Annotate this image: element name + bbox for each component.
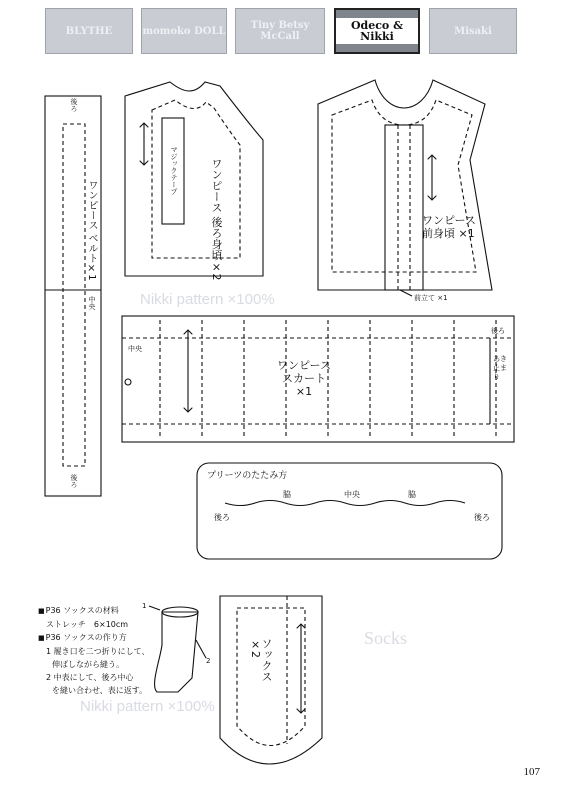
skirt-title: ワンピース スカート ×1 <box>276 359 331 398</box>
watermark-socks: Socks <box>364 628 408 648</box>
back-bodice-title: ワンピース 後ろ身頃×2 <box>210 158 223 281</box>
back-bodice-piece <box>125 82 263 276</box>
front-bodice-title: ワンピース 前身頃 ×1 <box>422 214 477 240</box>
watermark-upper: Nikki pattern ×100% <box>140 291 275 308</box>
tab-label: Misaki <box>454 25 492 37</box>
skirt-center-label: 中央 <box>128 345 142 353</box>
pleat-label-back-right: 後ろ <box>474 513 490 522</box>
sock-marker-1: 1 <box>142 602 147 610</box>
front-bodice-piece <box>318 80 492 290</box>
placket <box>385 125 423 290</box>
socks-instructions <box>38 604 149 697</box>
opening-stop-label: あき 止まり <box>493 355 507 381</box>
belt-bottom-label: 後ろ <box>70 474 78 488</box>
step-2-cont: を縫い合わせ、表に返す。 <box>52 686 148 695</box>
belt-inner <box>63 124 85 466</box>
tab-label: BLYTHE <box>65 25 113 37</box>
belt-title: ワンピース ベルト×1 <box>86 180 97 281</box>
socks-title: ソックス ×2 <box>249 638 273 682</box>
pleat-line <box>225 501 465 506</box>
pleat-label-side-right: 脇 <box>408 490 416 499</box>
tab-label: momoko DOLL <box>142 25 226 37</box>
sock-marker-2: 2 <box>206 657 211 665</box>
page-number: 107 <box>523 766 540 778</box>
materials-text: ストレッチ 6×10cm <box>46 620 129 629</box>
front-bodice-inner <box>332 100 476 272</box>
step-2: 2 中表にして、後ろ中心 <box>46 673 134 682</box>
pleat-title: プリーツのたたみ方 <box>207 471 288 481</box>
belt-center-label: 中央 <box>88 296 96 310</box>
materials-heading: ■ P36 ソックスの材料 <box>38 604 149 618</box>
watermark-lower: Nikki pattern ×100% <box>80 698 215 715</box>
placket-label: 前立て ×1 <box>414 294 448 302</box>
pleat-label-center: 中央 <box>344 490 360 499</box>
pleat-label-side-left: 脇 <box>283 490 291 499</box>
belt-top-label: 後ろ <box>70 98 78 112</box>
howto-heading: ■ P36 ソックスの作り方 <box>38 631 149 645</box>
step-1: 1 履き口を二つ折りにして、 <box>46 647 150 656</box>
step-1-cont: 伸ばしながら縫う。 <box>52 660 124 669</box>
skirt-back-label: 後ろ <box>491 327 505 335</box>
tab-label: Odeco & Nikki <box>336 18 418 44</box>
pleat-label-back-left: 後ろ <box>214 513 230 522</box>
hook-tape-label: マジックテープ <box>170 146 178 195</box>
tab-label: Tiny Betsy McCall <box>250 20 310 42</box>
sock-sketch <box>155 612 198 692</box>
